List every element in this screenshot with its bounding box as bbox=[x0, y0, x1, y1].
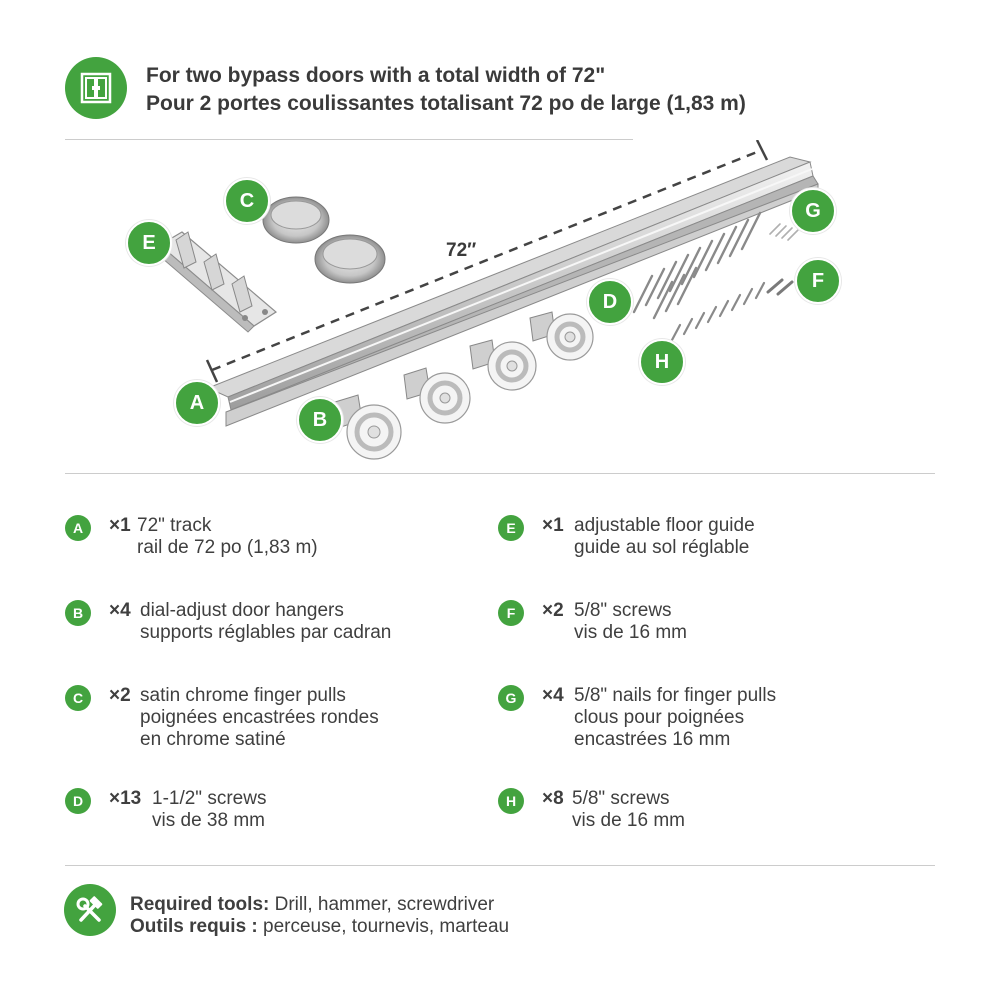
item-description-en: 5/8" screws bbox=[572, 788, 670, 809]
screws-f bbox=[768, 280, 792, 294]
item-quantity: ×2 bbox=[109, 685, 131, 706]
hardware-illustration bbox=[0, 140, 1000, 470]
item-quantity: ×13 bbox=[109, 788, 142, 809]
item-letter-badge: E bbox=[498, 515, 524, 541]
tools-value-en: Drill, hammer, screwdriver bbox=[269, 894, 495, 915]
item-letter-badge: F bbox=[498, 600, 524, 626]
page-title bbox=[146, 62, 746, 118]
item-description-fr: supports réglables par cadran bbox=[140, 622, 392, 643]
item-quantity: ×2 bbox=[542, 600, 564, 621]
item-letter-badge: H bbox=[498, 788, 524, 814]
finger-pull bbox=[315, 235, 385, 283]
callout-d: D bbox=[587, 279, 633, 325]
title-french: Pour 2 portes coulissantes totalisant 72 po de large (1,83 m) bbox=[146, 92, 746, 115]
tools-value-fr: perceuse, tournevis, marteau bbox=[257, 916, 510, 937]
item-quantity: ×4 bbox=[542, 685, 564, 706]
list-item bbox=[498, 685, 918, 755]
item-description-en: adjustable floor guide bbox=[574, 515, 755, 536]
list-item bbox=[65, 515, 485, 565]
item-description-en: dial-adjust door hangers bbox=[140, 600, 344, 621]
item-quantity: ×1 bbox=[109, 515, 131, 536]
item-description-fr: clous pour poignées bbox=[574, 707, 745, 728]
item-description-en: 1-1/2" screws bbox=[152, 788, 267, 809]
item-description-en: 5/8" nails for finger pulls bbox=[574, 685, 777, 706]
callout-a: A bbox=[174, 380, 220, 426]
item-description-en: 5/8" screws bbox=[574, 600, 672, 621]
callout-b: B bbox=[297, 397, 343, 443]
tools-label-en: Required tools: bbox=[130, 894, 270, 915]
screws-5-8 bbox=[672, 283, 764, 340]
callout-c: C bbox=[224, 178, 270, 224]
door-hanger bbox=[470, 340, 536, 390]
callout-e: E bbox=[126, 220, 172, 266]
list-item bbox=[65, 600, 485, 650]
door-hanger bbox=[530, 312, 593, 360]
illustration-divider bbox=[65, 473, 935, 474]
callout-f: F bbox=[795, 258, 841, 304]
callout-h: H bbox=[639, 339, 685, 385]
item-description-fr: guide au sol réglable bbox=[574, 537, 750, 558]
list-item bbox=[498, 788, 918, 838]
item-letter-badge: D bbox=[65, 788, 91, 814]
floor-guide bbox=[155, 232, 276, 332]
tools-divider bbox=[65, 865, 935, 866]
nails bbox=[770, 224, 798, 240]
length-label: 72″ bbox=[446, 240, 477, 261]
finger-pull bbox=[263, 197, 329, 243]
item-quantity: ×1 bbox=[542, 515, 564, 536]
item-description-fr: rail de 72 po (1,83 m) bbox=[137, 537, 318, 558]
door-hanger bbox=[404, 368, 470, 423]
item-letter-badge: C bbox=[65, 685, 91, 711]
item-description-fr-cont: en chrome satiné bbox=[140, 729, 286, 750]
title-english: For two bypass doors with a total width of 72" bbox=[146, 64, 606, 87]
item-description-fr: vis de 16 mm bbox=[574, 622, 687, 643]
item-description-en: 72" track bbox=[137, 515, 212, 536]
bypass-door-icon bbox=[65, 57, 127, 119]
tools-label-fr: Outils requis : bbox=[130, 916, 258, 937]
list-item bbox=[65, 685, 485, 755]
item-description-en: satin chrome finger pulls bbox=[140, 685, 346, 706]
item-letter-badge: G bbox=[498, 685, 524, 711]
item-letter-badge: A bbox=[65, 515, 91, 541]
item-quantity: ×4 bbox=[109, 600, 131, 621]
hammer-wrench-icon bbox=[64, 884, 116, 936]
item-description-fr: vis de 16 mm bbox=[572, 810, 685, 831]
item-quantity: ×8 bbox=[542, 788, 564, 809]
door-hanger bbox=[335, 395, 401, 459]
item-description-fr-cont: encastrées 16 mm bbox=[574, 729, 731, 750]
required-tools bbox=[130, 894, 509, 938]
item-description-fr: poignées encastrées rondes bbox=[140, 707, 379, 728]
list-item bbox=[65, 788, 485, 838]
callout-g: G bbox=[790, 188, 836, 234]
list-item bbox=[498, 515, 918, 565]
list-item bbox=[498, 600, 918, 650]
item-letter-badge: B bbox=[65, 600, 91, 626]
item-description-fr: vis de 38 mm bbox=[152, 810, 265, 831]
